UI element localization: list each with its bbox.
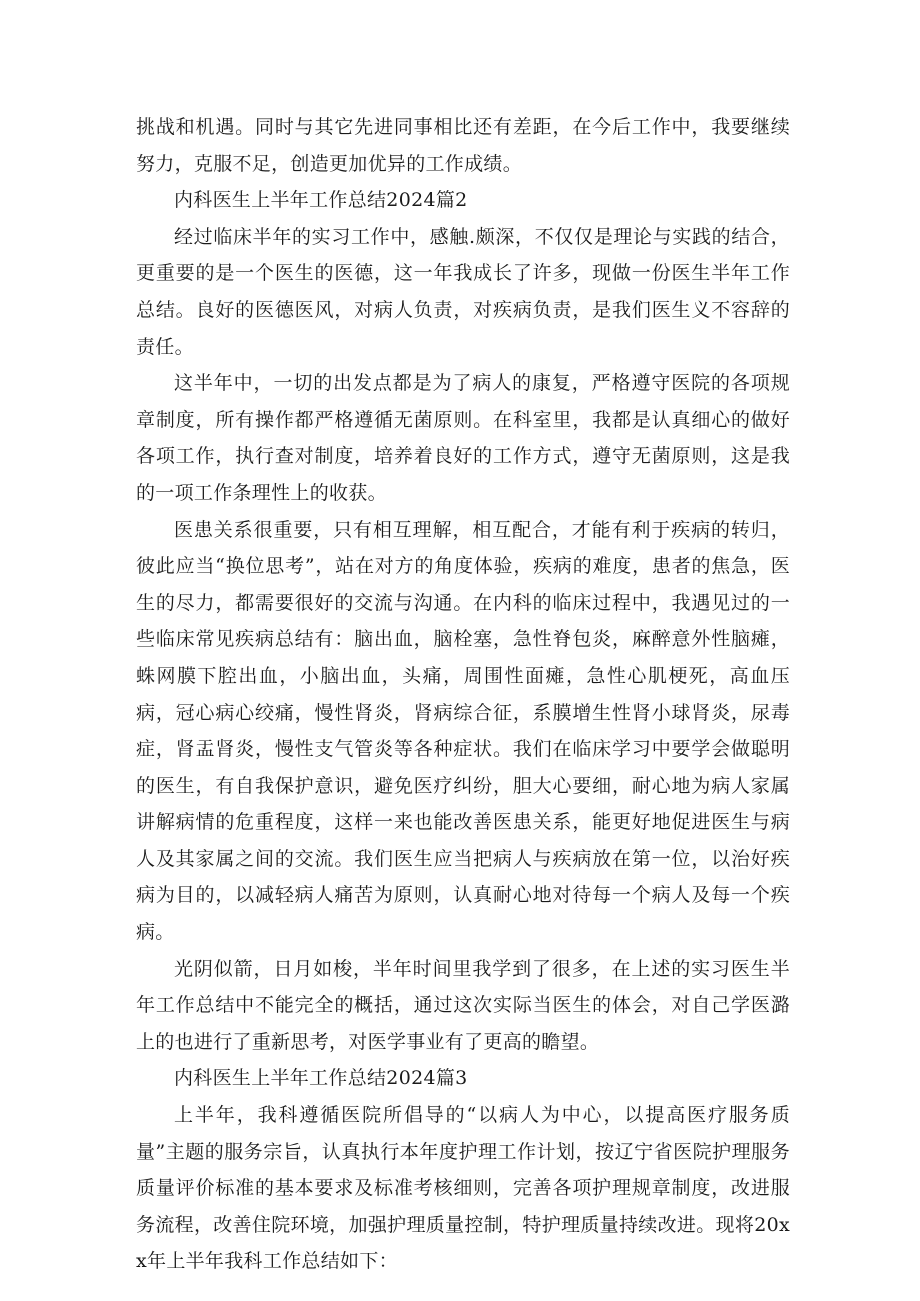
paragraph: 医患关系很重要，只有相互理解，相互配合，才能有利于疾病的转归，彼此应当“换位思考”，站在对方的角度体验，疾病的难度，患者的焦急，医生的尽力，都需要很好的交流与沟通。在内科的临床过程中，我遇见过的一些临床常见疾病总结有：脑出血，脑栓塞，急性脊包炎，麻醉意外性脑瘫，蛛网膜下腔出血，小脑出血，头痛，周围性面瘫，急性心肌梗死，高血压病，冠心病心绞痛，慢性肾炎，肾病综合征，系膜增生性肾小球肾炎，尿毒症，肾盂肾炎，慢性支气管炎等各种症状。我们在临床学习中要学会做聪明的医生，有自我保护意识，避免医疗纠纷，胆大心要细，耐心地为病人家属讲解病情的危重程度，这样一来也能改善医患关系，能更好地促进医生与病人及其家属之间的交流。我们医生应当把病人与疾病放在第一位，以治好疾病为目的，以减轻病人痛苦为原则，认真耐心地对待每一个病人及每一个疾病。 (136, 518, 790, 944)
section-heading-part-3: 内科医生上半年工作总结2024篇3 (174, 1067, 468, 1090)
section-heading-part-2: 内科医生上半年工作总结2024篇2 (174, 189, 468, 212)
paragraph: 上半年，我科遵循医院所倡导的“以病人为中心，以提高医疗服务质量”主题的服务宗旨，认真执行本年度护理工作计划，按辽宁省医院护理服务质量评价标准的基本要求及标准考核细则，完善各项护理规章制度，改进服务流程，改善住院环境，加强护理质量控制，特护理质量持续改进。现将20xx年上半年我科工作总结如下： (136, 1104, 790, 1273)
paragraph-continuation: 挑战和机遇。同时与其它先进同事相比还有差距，在今后工作中，我要继续努力，克服不足，创造更加优异的工作成绩。 (136, 116, 790, 175)
paragraph: 光阴似箭，日月如梭，半年时间里我学到了很多，在上述的实习医生半年工作总结中不能完全的概括，通过这次实际当医生的体会，对自己学医潞上的也进行了重新思考，对医学事业有了更高的瞻望。 (136, 957, 790, 1053)
document-body (136, 109, 790, 1280)
paragraph: 这半年中，一切的出发点都是为了病人的康复，严格遵守医院的各项规章制度，所有操作都严格遵循无菌原则。在科室里，我都是认真细心的做好各项工作，执行查对制度，培养着良好的工作方式，遵守无菌原则，这是我的一项工作条理性上的收获。 (136, 372, 790, 504)
paragraph: 经过临床半年的实习工作中，感触.颇深，不仅仅是理论与实践的结合，更重要的是一个医生的医德，这一年我成长了许多，现做一份医生半年工作总结。良好的医德医风，对病人负责，对疾病负责，是我们医生义不容辞的责任。 (136, 225, 790, 358)
